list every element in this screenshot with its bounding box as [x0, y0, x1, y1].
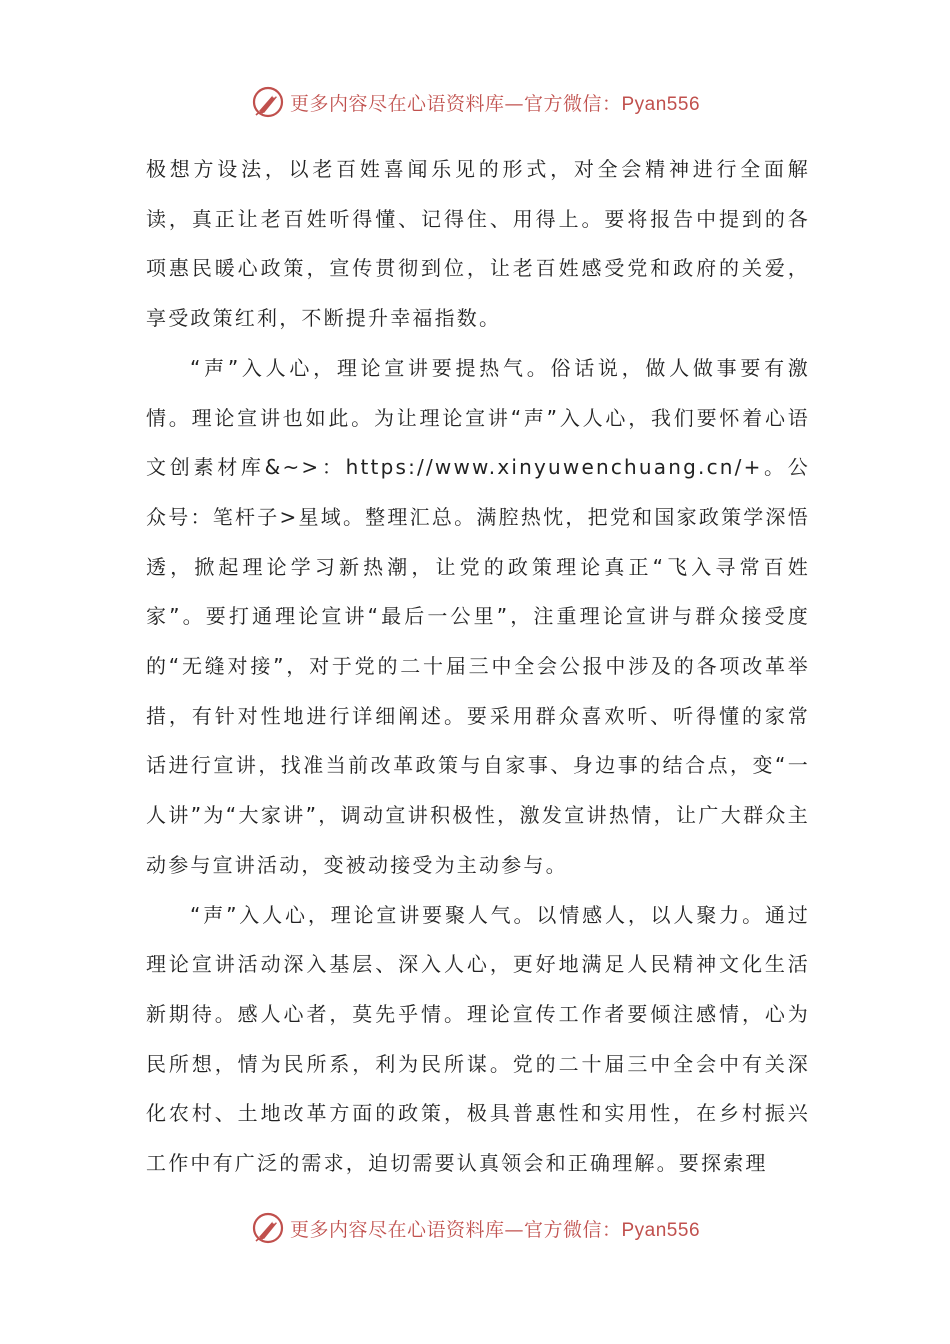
- watermark-wechat-id: Pyan556: [621, 1219, 701, 1241]
- watermark-text: [290, 89, 700, 116]
- paragraph-continued: 极想方设法，以老百姓喜闻乐见的形式，对全会精神进行全面解读，真正让老百姓听得懂、记得住、用得上。要将报告中提到的各项惠民暖心政策，宣传贯彻到位，让老百姓感受党和政府的关爱，享受政策红利，不断提升幸福指数。: [146, 157, 810, 331]
- pen-nib-circle-icon: [250, 84, 286, 120]
- paragraph-enthusiasm: “声”入人心，理论宣讲要提热气。俗话说，做人做事要有激情。理论宣讲也如此。为让理论宣讲“声”入人心，我们要怀着心语文创素材库&~>：https://www.xinyuwenchuang.cn/+。公众号：笔杆子>星域。整理汇总。满腔热忱，把党和国家政策学深悟透，掀起理论学习新热潮，让党的政策理论真正“飞入寻常百姓家”。要打通理论宣讲“最后一公里”，注重理论宣讲与群众接受度的“无缝对接”，对于党的二十届三中全会公报中涉及的各项改革举措，有针对性地进行详细阐述。要采用群众喜欢听、听得懂的家常话进行宣讲，找准当前改革政策与自家事、身边事的结合点，变“一人讲”为“大家讲”，调动宣讲积极性，激发宣讲热情，让广大群众主动参与宣讲活动，变被动接受为主动参与。: [146, 355, 810, 877]
- footer-watermark-banner: [0, 1208, 950, 1248]
- watermark-text-cn: 更多内容尽在心语资料库—官方微信：: [289, 92, 622, 115]
- header-watermark-banner: [0, 82, 950, 122]
- document-body: [146, 145, 810, 1189]
- pen-nib-circle-icon: [250, 1210, 286, 1246]
- watermark-wechat-id: Pyan556: [621, 93, 701, 115]
- paragraph-popularity: “声”入人心，理论宣讲要聚人气。以情感人，以人聚力。通过理论宣讲活动深入基层、深入人心，更好地满足人民精神文化生活新期待。感人心者，莫先乎情。理论宣传工作者要倾注感情，心为民所想，情为民所系，利为民所谋。党的二十届三中全会中有关深化农村、土地改革方面的政策，极具普惠性和实用性，在乡村振兴工作中有广泛的需求，迫切需要认真领会和正确理解。要探索理: [146, 902, 810, 1176]
- watermark-text-cn: 更多内容尽在心语资料库—官方微信：: [289, 1218, 622, 1241]
- watermark-text: [290, 1215, 700, 1242]
